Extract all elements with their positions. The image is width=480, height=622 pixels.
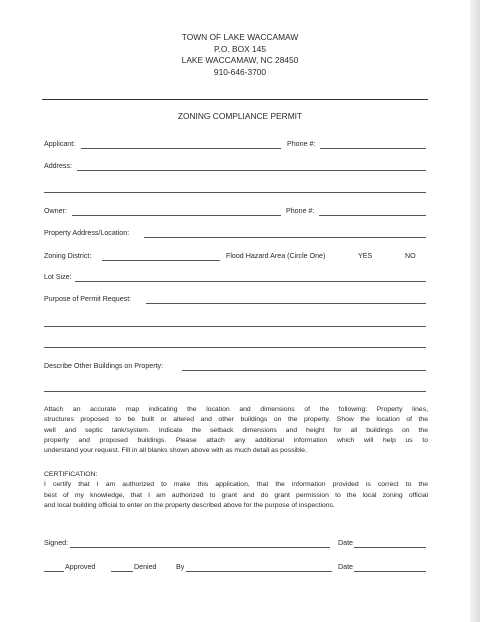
property-address-field[interactable] xyxy=(144,237,426,238)
applicant-phone-label: Phone #: xyxy=(287,140,316,148)
zoning-district-field[interactable] xyxy=(102,260,220,261)
purpose-field[interactable] xyxy=(146,303,426,304)
header-po-box: P.O. BOX 145 xyxy=(214,43,266,54)
zoning-district-label: Zoning District: xyxy=(44,252,92,260)
purpose-field-line3[interactable] xyxy=(44,347,426,348)
form-title: ZONING COMPLIANCE PERMIT xyxy=(177,111,303,121)
purpose-field-line2[interactable] xyxy=(44,326,426,327)
header-city-state-zip: LAKE WACCAMAW, NC 28450 xyxy=(181,55,299,66)
header-divider xyxy=(42,99,428,100)
by-label: By xyxy=(176,563,185,571)
other-buildings-field[interactable] xyxy=(182,370,426,371)
applicant-phone-field[interactable] xyxy=(320,148,426,149)
address-label: Address: xyxy=(44,162,72,170)
applicant-field[interactable] xyxy=(81,148,281,149)
town-header xyxy=(0,32,480,78)
denied-label: Denied xyxy=(134,563,157,571)
approved-by-field[interactable] xyxy=(186,571,332,572)
applicant-label: Applicant: xyxy=(44,140,76,148)
flood-hazard-label: Flood Hazard Area (Circle One) xyxy=(226,252,326,260)
instructions-line: Attach an accurate map indicating the location and dimensions of the following: Property lines, xyxy=(44,406,428,413)
approved-checkbox-line[interactable] xyxy=(44,571,64,572)
signed-label: Signed: xyxy=(44,539,69,547)
instructions-line: well and septic tank/system. Indicate the setback dimensions and height for all buildings on the xyxy=(44,426,428,434)
other-buildings-label: Describe Other Buildings on Property: xyxy=(44,362,164,370)
header-town-name: TOWN OF LAKE WACCAMAW xyxy=(181,32,299,42)
lot-size-field[interactable] xyxy=(75,281,426,282)
signature-field[interactable] xyxy=(70,547,330,548)
instructions-paragraph xyxy=(44,405,428,456)
address-field-line2[interactable] xyxy=(44,192,426,193)
flood-yes-option[interactable]: YES xyxy=(358,252,373,260)
flood-no-option[interactable]: NO xyxy=(405,252,416,260)
certification-line: and local building official to enter on the property described above for the purpose of inspections. xyxy=(44,501,335,509)
certification-heading: CERTIFICATION: xyxy=(44,471,98,478)
certification-section xyxy=(44,470,428,511)
instructions-line: property and proposed buildings. Please attach any additional information which will help us to xyxy=(44,436,428,444)
approved-label: Approved xyxy=(65,563,96,571)
approval-date-field[interactable] xyxy=(354,571,426,572)
purpose-label: Purpose of Permit Request: xyxy=(44,295,132,303)
other-buildings-field-line2[interactable] xyxy=(44,391,426,392)
denied-checkbox-line[interactable] xyxy=(111,571,133,572)
owner-phone-field[interactable] xyxy=(319,215,426,216)
lot-size-label: Lot Size: xyxy=(44,273,72,281)
signed-date-field[interactable] xyxy=(354,547,426,548)
instructions-line: structures proposed to be built or altered and other buildings on the property. Show the location of the xyxy=(44,416,428,424)
header-phone: 910-646-3700 xyxy=(213,66,267,77)
certification-line: I certify that I am authorized to make this application, that the information provided is correct to the xyxy=(44,481,428,489)
address-field[interactable] xyxy=(77,170,426,171)
owner-label: Owner: xyxy=(44,207,67,215)
page-edge-shadow xyxy=(470,0,480,622)
signed-date-label: Date xyxy=(338,539,353,547)
certification-line: best of my knowledge, that I am authorized to grant and do grant permission to the local zoning official xyxy=(44,491,428,499)
approval-date-label: Date xyxy=(338,563,353,571)
instructions-line: understand your request. Fill in all blanks shown above with as much detail as possible. xyxy=(44,447,307,455)
owner-phone-label: Phone #: xyxy=(286,207,315,215)
owner-field[interactable] xyxy=(72,215,281,216)
property-address-label: Property Address/Location: xyxy=(44,229,130,237)
